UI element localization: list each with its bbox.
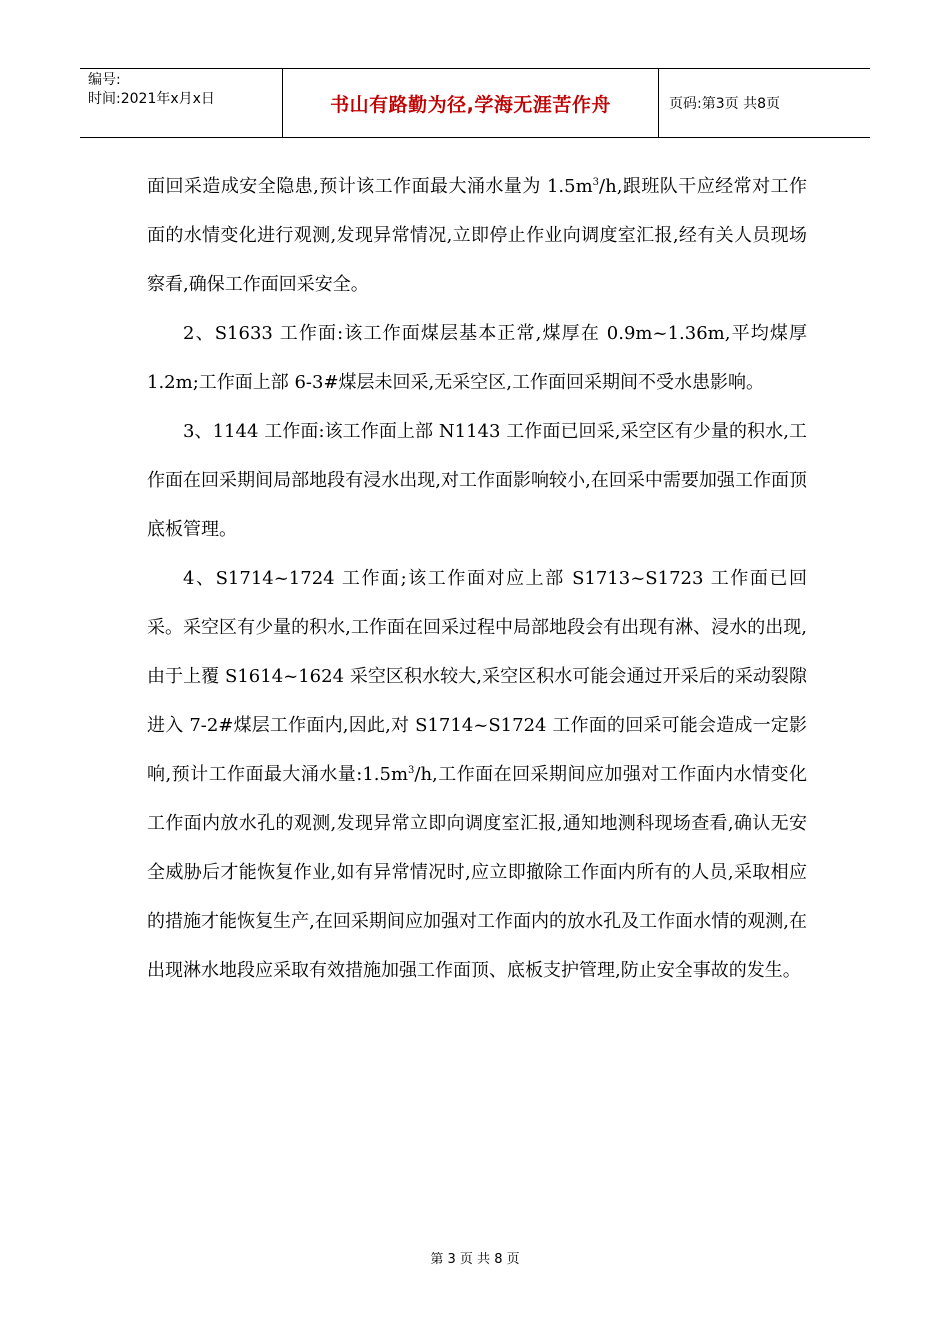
paragraph-3: 3、1144 工作面:该工作面上部 N1143 工作面已回采,采空区有少量的积水,工作面在回采期间局部地段有浸水出现,对工作面影响较小,在回采中需要加强工作面顶底板管理。 (147, 421, 807, 540)
document-body (147, 162, 807, 995)
header-meta-cell (80, 69, 283, 137)
document-date: 时间:2021年x月x日 (88, 91, 215, 107)
page-header (80, 68, 870, 138)
page-footer: 第 3 页 共 8 页 (430, 1252, 520, 1267)
header-page-info: 页码:第3页 共8页 (669, 96, 780, 112)
header-motto: 书山有路勤为径,学海无涯苦作舟 (283, 69, 659, 137)
paragraph-1: 面回采造成安全隐患,预计该工作面最大涌水量为 $1.5m^3/h$,跟班队干应经常对工作面的水情变化进行观测,发现异常情况,立即停止作业向调度室汇报,经有关人员现场察看,确保工作面回采安全。 (147, 176, 807, 295)
paragraph-4: 4、S1714~1724 工作面;该工作面对应上部 S1713~S1723 工作面已回采。采空区有少量的积水,工作面在回采过程中局部地段会有出现有淋、浸水的出现,由于上覆 S1614~1624 采空区积水较大,采空区积水可能会通过开采后的采动裂隙进入 7-2#煤层工作面内,因此,对 S1714~S1724 工作面的回采可能会造成一定影响,预计工作面最大涌水量$:1.5m^3/h$,工作面在回采期间应加强对工作面内水情变化工作面内放水孔的观测,发现异常立即向调度室汇报,通知地测科现场查看,确认无安全威胁后才能恢复作业,如有异常情况时,应立即撤除工作面内所有的人员,采取相应的措施才能恢复生产,在回采期间应加强对工作面内的放水孔及工作面水情的观测,在出现淋水地段应采取有效措施加强工作面顶、底板支护管理,防止安全事故的发生。 (147, 568, 807, 981)
paragraph-2: 2、S1633 工作面:该工作面煤层基本正常,煤厚在 0.9m~1.36m,平均煤厚 1.2m;工作面上部 6-3#煤层未回采,无采空区,工作面回采期间不受水患影响。 (147, 323, 807, 393)
document-number-label: 编号: (88, 72, 121, 88)
